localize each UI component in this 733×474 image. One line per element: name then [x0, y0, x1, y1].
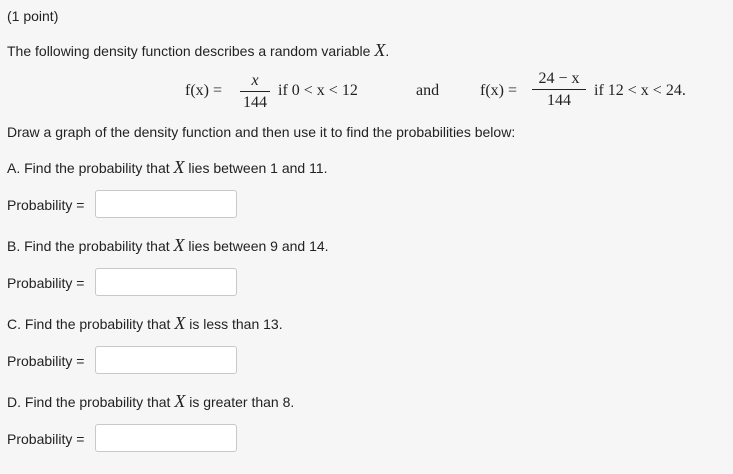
- probability-input-a[interactable]: [95, 190, 237, 218]
- question-c-suffix: is less than 13.: [185, 316, 283, 332]
- probability-label-c: Probability =: [7, 353, 85, 369]
- intro-variable: X: [374, 40, 386, 60]
- probability-input-d[interactable]: [95, 424, 237, 452]
- probability-label-a: Probability =: [7, 197, 85, 213]
- question-b-prefix: B. Find the probability that: [7, 238, 174, 254]
- probability-label-d: Probability =: [7, 431, 85, 447]
- question-c-variable: X: [174, 313, 186, 333]
- question-c: [7, 313, 283, 334]
- formula-fraction-1: [240, 72, 270, 112]
- formula-condition-2: if 12 < x < 24.: [594, 82, 686, 99]
- fraction-2-denominator: 144: [547, 92, 571, 109]
- intro-text: [7, 40, 389, 61]
- fraction-1-denominator: 144: [243, 94, 267, 111]
- question-b-variable: X: [173, 235, 185, 255]
- question-a-variable: X: [173, 157, 185, 177]
- formula-connector: and: [416, 82, 440, 99]
- intro-before: The following density function describes a random variable: [7, 43, 375, 59]
- formula-fraction-2: [532, 70, 586, 110]
- question-b: [7, 235, 329, 256]
- question-a: [7, 157, 328, 178]
- question-a-suffix: lies between 1 and 11.: [184, 160, 328, 176]
- points-label: (1 point): [7, 8, 59, 24]
- instruction-text: Draw a graph of the density function and then use it to find the probabilities below:: [7, 124, 516, 140]
- question-d-suffix: is greater than 8.: [185, 394, 295, 410]
- question-a-prefix: A. Find the probability that: [7, 160, 174, 176]
- fraction-1-numerator: x: [251, 72, 259, 89]
- formula-condition-1: if 0 < x < 12: [278, 82, 358, 99]
- formula-lhs-2: f(x) =: [480, 82, 518, 99]
- formula-lhs-1: f(x) =: [185, 82, 223, 99]
- question-c-prefix: C. Find the probability that: [7, 316, 175, 332]
- question-d-variable: X: [174, 391, 186, 411]
- fraction-2-bar: [532, 89, 586, 90]
- question-d-prefix: D. Find the probability that: [7, 394, 175, 410]
- question-d: [7, 391, 294, 412]
- intro-after: .: [385, 43, 390, 59]
- question-b-suffix: lies between 9 and 14.: [184, 238, 329, 254]
- fraction-1-bar: [240, 91, 270, 92]
- probability-input-c[interactable]: [95, 346, 237, 374]
- fraction-2-numerator: 24 − x: [538, 70, 580, 87]
- probability-label-b: Probability =: [7, 275, 85, 291]
- probability-input-b[interactable]: [95, 268, 237, 296]
